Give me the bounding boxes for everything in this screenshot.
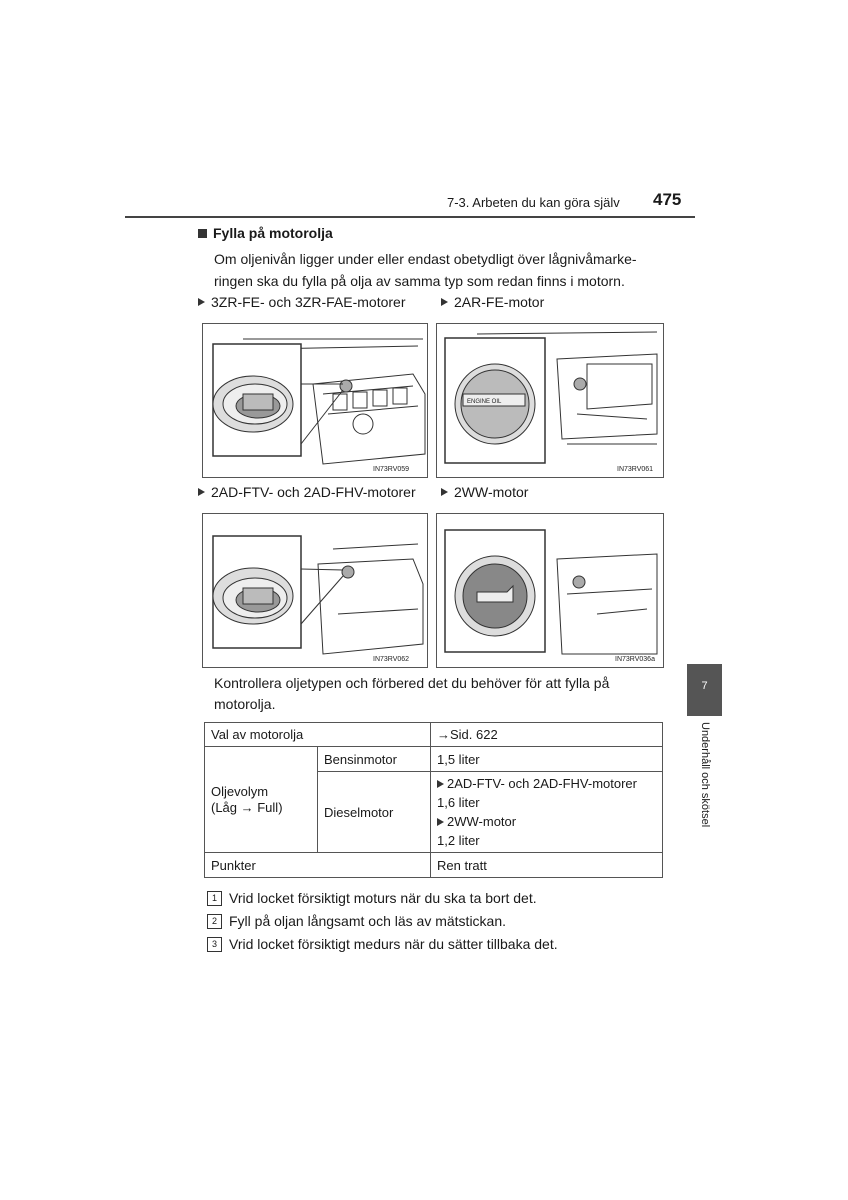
engine-oil-cap-illustration <box>437 324 663 477</box>
step-text: Vrid locket försiktigt medurs när du sätter tillbaka det. <box>229 936 558 952</box>
chapter-label: Underhåll och skötsel <box>699 722 711 828</box>
svg-text:ENGINE OIL: ENGINE OIL <box>467 399 502 405</box>
table-cell: Ren tratt <box>431 853 663 878</box>
engine-figure-3zr <box>202 323 428 478</box>
step-number: 2 <box>207 914 222 929</box>
table-cell: 1,5 liter <box>431 747 663 772</box>
running-header: 7-3. Arbeten du kan göra själv <box>447 195 620 210</box>
header-rule <box>125 216 695 218</box>
svg-text:IN73RV059: IN73RV059 <box>373 466 410 473</box>
table-cell: Punkter <box>205 853 431 878</box>
svg-text:IN73RV061: IN73RV061 <box>617 466 654 473</box>
triangle-bullet-icon <box>198 488 205 496</box>
step-number: 1 <box>207 891 222 906</box>
figure-caption: 2AD-FTV- och 2AD-FHV-motorer <box>198 484 416 500</box>
preparation-text: Kontrollera oljetypen och förbered det du behöver för att fylla på motorolja. <box>214 675 610 712</box>
table-cell: Dieselmotor <box>318 772 431 853</box>
engine-figure-2ad <box>202 513 428 668</box>
figure-caption: 2WW-motor <box>441 484 528 500</box>
step-item <box>207 890 537 906</box>
section-heading <box>198 225 333 241</box>
step-text: Vrid locket försiktigt moturs när du ska ta bort det. <box>229 890 537 906</box>
svg-text:IN73RV062: IN73RV062 <box>373 656 410 663</box>
step-item <box>207 913 506 929</box>
engine-figure-2ww <box>436 513 664 668</box>
triangle-bullet-icon <box>441 488 448 496</box>
chapter-tab: 7 <box>687 664 722 716</box>
step-item <box>207 936 558 952</box>
engine-figure-2ar <box>436 323 664 478</box>
oil-spec-table <box>204 722 663 878</box>
triangle-bullet-icon <box>437 780 444 788</box>
figure-caption: 3ZR-FE- och 3ZR-FAE-motorer <box>198 294 405 310</box>
triangle-bullet-icon <box>441 298 448 306</box>
table-cell: Bensinmotor <box>318 747 431 772</box>
figure-caption: 2AR-FE-motor <box>441 294 544 310</box>
engine-oil-cap-illustration <box>203 514 427 667</box>
table-cell: 2AD-FTV- och 2AD-FHV-motorer 1,6 liter 2WW-motor 1,2 liter <box>431 772 663 853</box>
engine-oil-cap-illustration <box>437 514 663 667</box>
table-cell: →Sid. 622 <box>431 723 663 747</box>
table-cell: Val av motorolja <box>205 723 431 747</box>
table-cell: Oljevolym (Låg → Full) <box>205 747 318 853</box>
svg-text:IN73RV036a: IN73RV036a <box>615 656 655 663</box>
square-bullet-icon <box>198 229 207 238</box>
step-number: 3 <box>207 937 222 952</box>
engine-oil-cap-illustration <box>203 324 427 477</box>
triangle-bullet-icon <box>437 818 444 826</box>
triangle-bullet-icon <box>198 298 205 306</box>
page-number: 475 <box>653 190 682 209</box>
step-text: Fyll på oljan långsamt och läs av mätstickan. <box>229 913 507 929</box>
intro-text: Om oljenivån ligger under eller endast obetydligt över lågnivåmarke-ringen ska du fylla på olja av samma typ som redan finns i motorn. <box>214 251 637 289</box>
section-title: Fylla på motorolja <box>213 225 333 241</box>
